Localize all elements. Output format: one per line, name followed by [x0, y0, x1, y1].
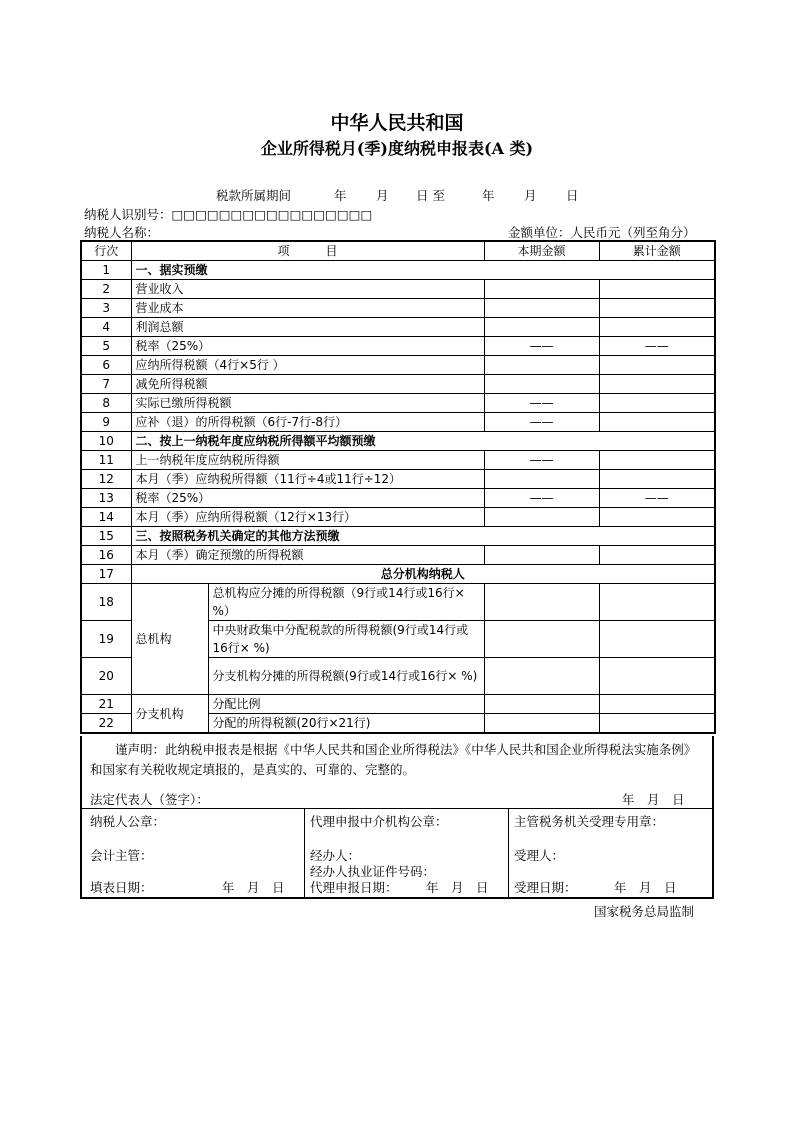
row-no: 12 — [81, 470, 131, 489]
taxpayer-id: 纳税人识别号：□□□□□□□□□□□□□□□□□ — [84, 207, 373, 222]
dash-cell: —— — [484, 451, 599, 470]
row-no: 18 — [81, 584, 131, 621]
cumulative-input[interactable] — [599, 394, 715, 413]
row-no: 7 — [81, 375, 131, 394]
row-no: 2 — [81, 280, 131, 299]
header-current: 本期金额 — [484, 241, 599, 261]
row-no: 3 — [81, 299, 131, 318]
cumulative-input[interactable] — [599, 508, 715, 527]
row-no: 15 — [81, 527, 131, 546]
section-label: 二、按上一纳税年度应纳税所得额平均额预缴 — [131, 432, 715, 451]
row-label: 分配的所得税额(20行×21行) — [208, 714, 484, 734]
section-label: 一、据实预缴 — [131, 261, 715, 280]
cumulative-input[interactable] — [599, 356, 715, 375]
current-input[interactable] — [484, 280, 599, 299]
row-label: 总机构应分摊的所得税额（9行或14行或16行× %） — [208, 584, 484, 621]
dash-cell: —— — [484, 413, 599, 432]
receive-date-ymd: 年 月 日 — [614, 880, 677, 895]
divider — [304, 808, 305, 897]
row-label: 本月（季）确定预缴的所得税额 — [131, 546, 484, 565]
header-cumulative: 累计金额 — [599, 241, 715, 261]
head-office-label: 总机构 — [131, 584, 208, 695]
divider — [82, 808, 712, 809]
cumulative-input[interactable] — [599, 584, 715, 621]
cumulative-input[interactable] — [599, 658, 715, 695]
receiver: 受理人： — [514, 848, 565, 863]
cumulative-input[interactable] — [599, 470, 715, 489]
cumulative-input[interactable] — [599, 318, 715, 337]
current-input[interactable] — [484, 621, 599, 658]
row-no: 4 — [81, 318, 131, 337]
accountant: 会计主管： — [90, 848, 153, 863]
section-label: 三、按照税务机关确定的其他方法预缴 — [131, 527, 715, 546]
current-input[interactable] — [484, 546, 599, 565]
dash-cell: —— — [484, 489, 599, 508]
period-year-2: 年 — [482, 188, 495, 203]
header-item: 项 目 — [131, 241, 484, 261]
header-row-no: 行次 — [81, 241, 131, 261]
row-label: 税率（25%） — [131, 337, 484, 356]
agent-seal: 代理申报中介机构公章： — [310, 814, 448, 829]
row-no: 8 — [81, 394, 131, 413]
row-label: 利润总额 — [131, 318, 484, 337]
row-label: 税率（25%） — [131, 489, 484, 508]
cumulative-input[interactable] — [599, 280, 715, 299]
fill-date: 填表日期： — [90, 880, 153, 895]
divider — [508, 808, 509, 897]
current-input[interactable] — [484, 318, 599, 337]
amount-unit: 金额单位：人民币元（列至角分） — [508, 225, 696, 240]
signature-block — [80, 736, 714, 899]
cumulative-input[interactable] — [599, 413, 715, 432]
handler: 经办人： — [310, 848, 361, 863]
tax-form-table — [80, 240, 716, 734]
tax-office-seal: 主管税务机关受理专用章： — [514, 814, 665, 829]
row-label: 上一纳税年度应纳税所得额 — [131, 451, 484, 470]
period-day-2: 日 — [566, 188, 579, 203]
taxpayer-seal: 纳税人公章： — [90, 814, 166, 829]
current-input[interactable] — [484, 470, 599, 489]
legal-rep-date: 年 月 日 — [622, 792, 685, 807]
row-label: 分配比例 — [208, 695, 484, 714]
row-no: 5 — [81, 337, 131, 356]
period-day-to: 日 至 — [416, 188, 445, 203]
receive-date: 受理日期： — [514, 880, 577, 895]
row-no: 11 — [81, 451, 131, 470]
branch-label: 分支机构 — [131, 695, 208, 734]
current-input[interactable] — [484, 299, 599, 318]
title-form: 企业所得税月(季)度纳税申报表(A 类) — [260, 139, 534, 158]
dash-cell: —— — [599, 489, 715, 508]
row-no: 17 — [81, 565, 131, 584]
row-no: 16 — [81, 546, 131, 565]
row-no: 21 — [81, 695, 131, 714]
agent-date-ymd: 年 月 日 — [426, 880, 489, 895]
row-no: 19 — [81, 621, 131, 658]
period-month-1: 月 — [376, 188, 389, 203]
cumulative-input[interactable] — [599, 451, 715, 470]
row-no: 1 — [81, 261, 131, 280]
declaration: 谨声明：此纳税申报表是根据《中华人民共和国企业所得税法》《中华人民共和国企业所得税法实施条例》和国家有关税收规定填报的，是真实的、可靠的、完整的。 — [90, 742, 697, 777]
row-label: 营业成本 — [131, 299, 484, 318]
cumulative-input[interactable] — [599, 546, 715, 565]
row-label: 本月（季）应纳所得税额（12行×13行） — [131, 508, 484, 527]
cumulative-input[interactable] — [599, 695, 715, 714]
row-label: 营业收入 — [131, 280, 484, 299]
current-input[interactable] — [484, 375, 599, 394]
period-label: 税款所属期间 — [216, 188, 292, 203]
row-no: 14 — [81, 508, 131, 527]
current-input[interactable] — [484, 356, 599, 375]
period-month-2: 月 — [524, 188, 537, 203]
title-country: 中华人民共和国 — [330, 112, 464, 134]
taxpayer-name: 纳税人名称： — [84, 225, 160, 240]
current-input[interactable] — [484, 714, 599, 734]
legal-rep-label: 法定代表人（签字）： — [90, 792, 209, 807]
handler-cert: 经办人执业证件号码： — [310, 864, 436, 879]
row-label: 本月（季）应纳税所得额（11行÷4或11行÷12） — [131, 470, 484, 489]
row-no: 9 — [81, 413, 131, 432]
row-label: 应纳所得税额（4行×5行 ） — [131, 356, 484, 375]
row-no: 6 — [81, 356, 131, 375]
row-no: 20 — [81, 658, 131, 695]
agent-date: 代理申报日期： — [310, 880, 398, 895]
row-label: 中央财政集中分配税款的所得税额(9行或14行或16行× %) — [208, 621, 484, 658]
current-input[interactable] — [484, 508, 599, 527]
dash-cell: —— — [599, 337, 715, 356]
dash-cell: —— — [484, 337, 599, 356]
row-label: 应补（退）的所得税额（6行-7行-8行） — [131, 413, 484, 432]
row-no: 13 — [81, 489, 131, 508]
period-year-1: 年 — [334, 188, 347, 203]
row-no: 22 — [81, 714, 131, 734]
cumulative-input[interactable] — [599, 621, 715, 658]
footer-supervision: 国家税务总局监制 — [594, 904, 695, 919]
cumulative-input[interactable] — [599, 299, 715, 318]
current-input[interactable] — [484, 695, 599, 714]
section-label: 总分机构纳税人 — [131, 565, 715, 584]
dash-cell: —— — [484, 394, 599, 413]
cumulative-input[interactable] — [599, 714, 715, 734]
cumulative-input[interactable] — [599, 375, 715, 394]
current-input[interactable] — [484, 584, 599, 621]
row-label: 减免所得税额 — [131, 375, 484, 394]
row-label: 分支机构分摊的所得税额(9行或14行或16行× %) — [208, 658, 484, 695]
current-input[interactable] — [484, 658, 599, 695]
row-no: 10 — [81, 432, 131, 451]
fill-date-ymd: 年 月 日 — [222, 880, 285, 895]
row-label: 实际已缴所得税额 — [131, 394, 484, 413]
